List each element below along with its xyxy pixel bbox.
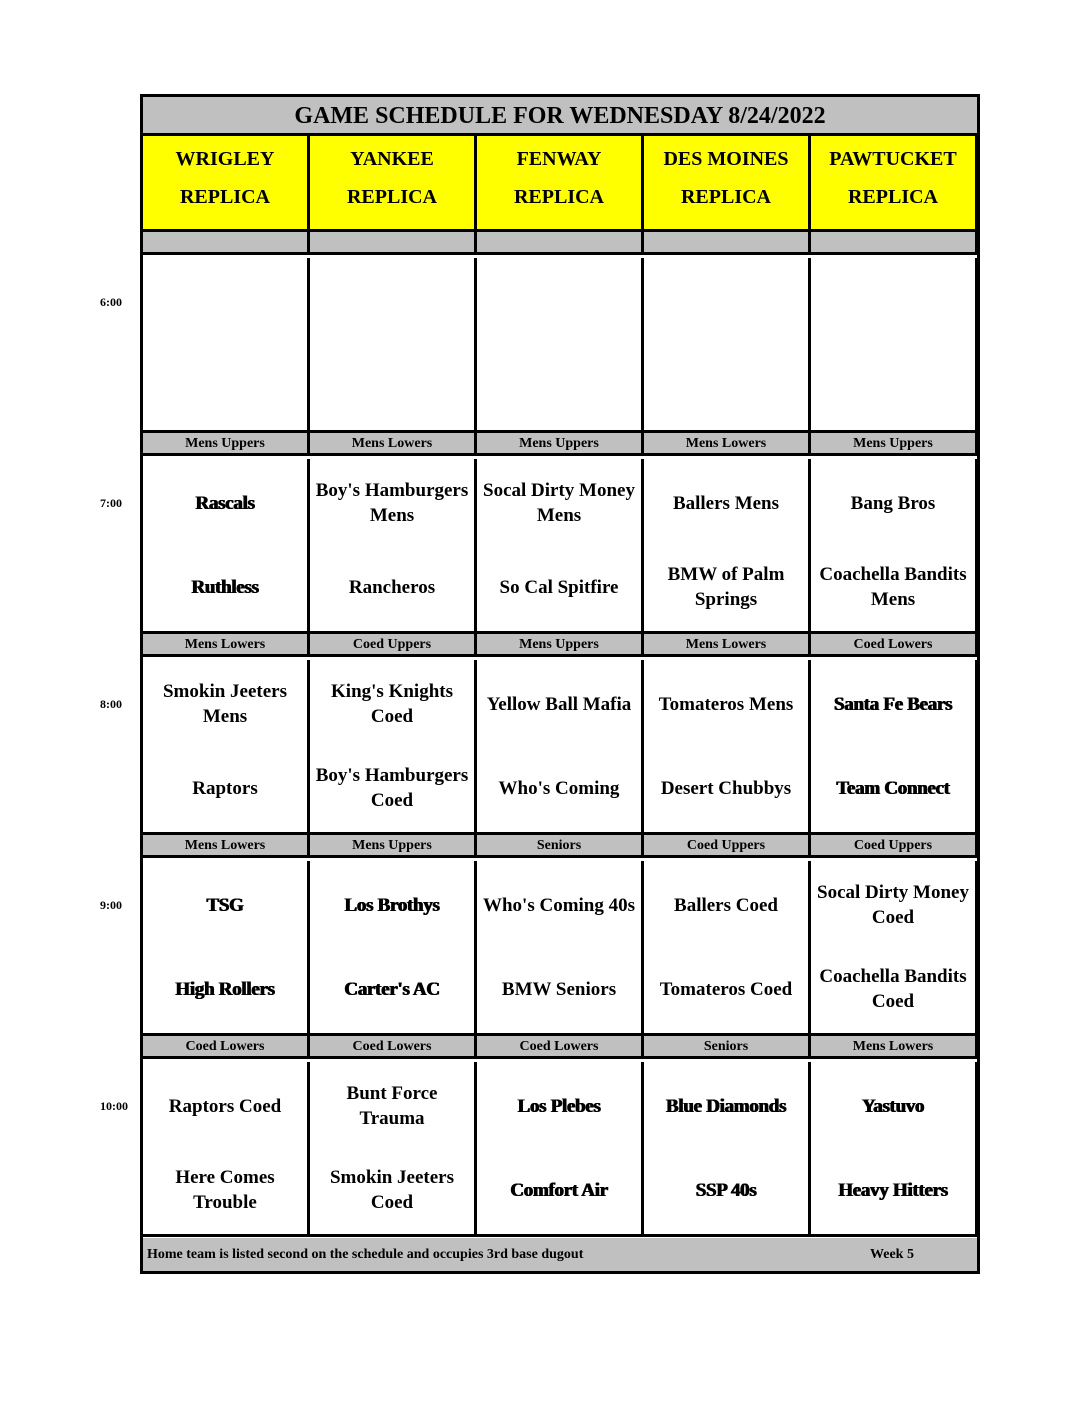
away-team (310, 262, 474, 342)
field-subtitle: REPLICA (513, 186, 604, 208)
footer-bar (143, 1238, 977, 1271)
division-label: Seniors (644, 1036, 811, 1059)
field-name: DES MOINES (663, 148, 789, 170)
away-team: Yellow Ball Mafia (486, 693, 632, 715)
home-team: Rancheros (348, 576, 436, 598)
game-cell (143, 660, 310, 835)
away-team (143, 262, 307, 342)
game-cell (477, 660, 644, 835)
away-team: Yastuvo (861, 1095, 925, 1117)
division-label: Mens Lowers (310, 433, 477, 456)
home-team: So Cal Spitfire (499, 576, 619, 598)
time-label: 9:00 (100, 898, 122, 912)
game-cell (310, 660, 477, 835)
time-label: 7:00 (100, 496, 122, 510)
division-label: Coed Uppers (811, 835, 978, 858)
field-name: WRIGLEY (175, 148, 275, 170)
game-cell (310, 459, 477, 634)
field-name: YANKEE (350, 148, 434, 170)
division-label: Coed Lowers (310, 1036, 477, 1059)
away-team: TSG (206, 894, 244, 916)
home-team: Coachella Bandits Mens (819, 564, 967, 610)
division-label: Mens Uppers (143, 433, 310, 456)
division-label: Coed Lowers (143, 1036, 310, 1059)
home-team: Smokin Jeeters Coed (329, 1167, 454, 1213)
field-header (310, 136, 477, 232)
game-cell (143, 861, 310, 1036)
home-team (477, 346, 641, 426)
time-label: 10:00 (100, 1099, 128, 1113)
division-label: Mens Lowers (143, 835, 310, 858)
time-label: 8:00 (100, 697, 122, 711)
away-team: Boy's Hamburgers Mens (315, 480, 469, 526)
game-cell (143, 258, 310, 433)
field-name: PAWTUCKET (829, 148, 957, 170)
game-cell (310, 861, 477, 1036)
division-label (644, 232, 811, 255)
game-cell (477, 1062, 644, 1237)
division-label (477, 232, 644, 255)
game-cell (811, 861, 978, 1036)
game-cell (477, 861, 644, 1036)
field-header (644, 136, 811, 232)
division-label: Mens Lowers (644, 433, 811, 456)
home-team: Raptors (192, 777, 258, 799)
field-subtitle: REPLICA (179, 186, 270, 208)
division-label: Mens Uppers (811, 433, 978, 456)
home-team: BMW of Palm Springs (667, 564, 785, 610)
field-name: FENWAY (516, 148, 602, 170)
division-label: Coed Uppers (644, 835, 811, 858)
home-team: Team Connect (836, 777, 950, 799)
away-team: Who's Coming 40s (482, 894, 636, 916)
division-label: Seniors (477, 835, 644, 858)
field-subtitle: REPLICA (680, 186, 771, 208)
home-team: Comfort Air (510, 1179, 608, 1201)
footer-note: Home team is listed second on the schedule and occupies 3rd base dugout (147, 1247, 584, 1262)
division-label: Coed Lowers (811, 634, 978, 657)
field-header (477, 136, 644, 232)
division-label: Mens Uppers (310, 835, 477, 858)
game-cell (644, 861, 811, 1036)
week-label: Week 5 (870, 1247, 914, 1262)
field-subtitle: REPLICA (847, 186, 938, 208)
division-label: Coed Uppers (310, 634, 477, 657)
game-cell (310, 1062, 477, 1237)
home-team: Here Comes Trouble (175, 1167, 275, 1213)
game-cell (811, 459, 978, 634)
home-team: SSP 40s (695, 1179, 757, 1201)
home-team (143, 346, 307, 426)
home-team: Tomateros Coed (659, 978, 793, 1000)
away-team: Rascals (195, 492, 255, 514)
game-cell (811, 660, 978, 835)
schedule-sheet (140, 94, 980, 1274)
away-team: Tomateros Mens (658, 693, 794, 715)
away-team: Blue Diamonds (665, 1095, 787, 1117)
division-label (811, 232, 978, 255)
division-label: Mens Lowers (644, 634, 811, 657)
game-cell (310, 258, 477, 433)
away-team (811, 262, 975, 342)
away-team: Socal Dirty Money Coed (817, 882, 969, 928)
home-team: Desert Chubbys (660, 777, 792, 799)
away-team: Ballers Mens (672, 492, 780, 514)
division-label: Mens Uppers (477, 433, 644, 456)
game-cell (644, 660, 811, 835)
division-label: Coed Lowers (477, 1036, 644, 1059)
away-team: Smokin Jeeters Mens (162, 681, 287, 727)
home-team: Carter's AC (344, 978, 440, 1000)
division-label: Mens Lowers (811, 1036, 978, 1059)
home-team: Heavy Hitters (838, 1179, 948, 1201)
away-team: King's Knights Coed (331, 681, 453, 727)
away-team: Bunt Force Trauma (346, 1083, 438, 1129)
division-label: Mens Lowers (143, 634, 310, 657)
home-team: High Rollers (175, 978, 275, 1000)
away-team: Los Plebes (517, 1095, 601, 1117)
away-team (477, 262, 641, 342)
game-cell (811, 1062, 978, 1237)
home-team: Who's Coming (498, 777, 620, 799)
home-team (811, 346, 975, 426)
division-label (310, 232, 477, 255)
game-cell (143, 459, 310, 634)
away-team: Socal Dirty Money Mens (483, 480, 635, 526)
game-cell (644, 258, 811, 433)
away-team: Santa Fe Bears (833, 693, 953, 715)
home-team: Boy's Hamburgers Coed (315, 765, 469, 811)
home-team: BMW Seniors (501, 978, 617, 1000)
away-team: Raptors Coed (168, 1095, 282, 1117)
game-cell (644, 1062, 811, 1237)
away-team: Ballers Coed (674, 894, 778, 916)
home-team: Coachella Bandits Coed (819, 966, 967, 1012)
game-cell (644, 459, 811, 634)
away-team: Bang Bros (850, 492, 936, 514)
division-label (143, 232, 310, 255)
field-header (143, 136, 310, 232)
field-subtitle: REPLICA (346, 186, 437, 208)
away-team: Los Brothys (344, 894, 440, 916)
game-cell (811, 258, 978, 433)
time-label: 6:00 (100, 295, 122, 309)
away-team (644, 262, 808, 342)
game-cell (143, 1062, 310, 1237)
home-team (310, 346, 474, 426)
home-team: Ruthless (191, 576, 259, 598)
division-label: Mens Uppers (477, 634, 644, 657)
game-cell (477, 258, 644, 433)
game-cell (477, 459, 644, 634)
home-team (644, 346, 808, 426)
field-header (811, 136, 978, 232)
schedule-title: GAME SCHEDULE FOR WEDNESDAY 8/24/2022 (143, 97, 977, 136)
